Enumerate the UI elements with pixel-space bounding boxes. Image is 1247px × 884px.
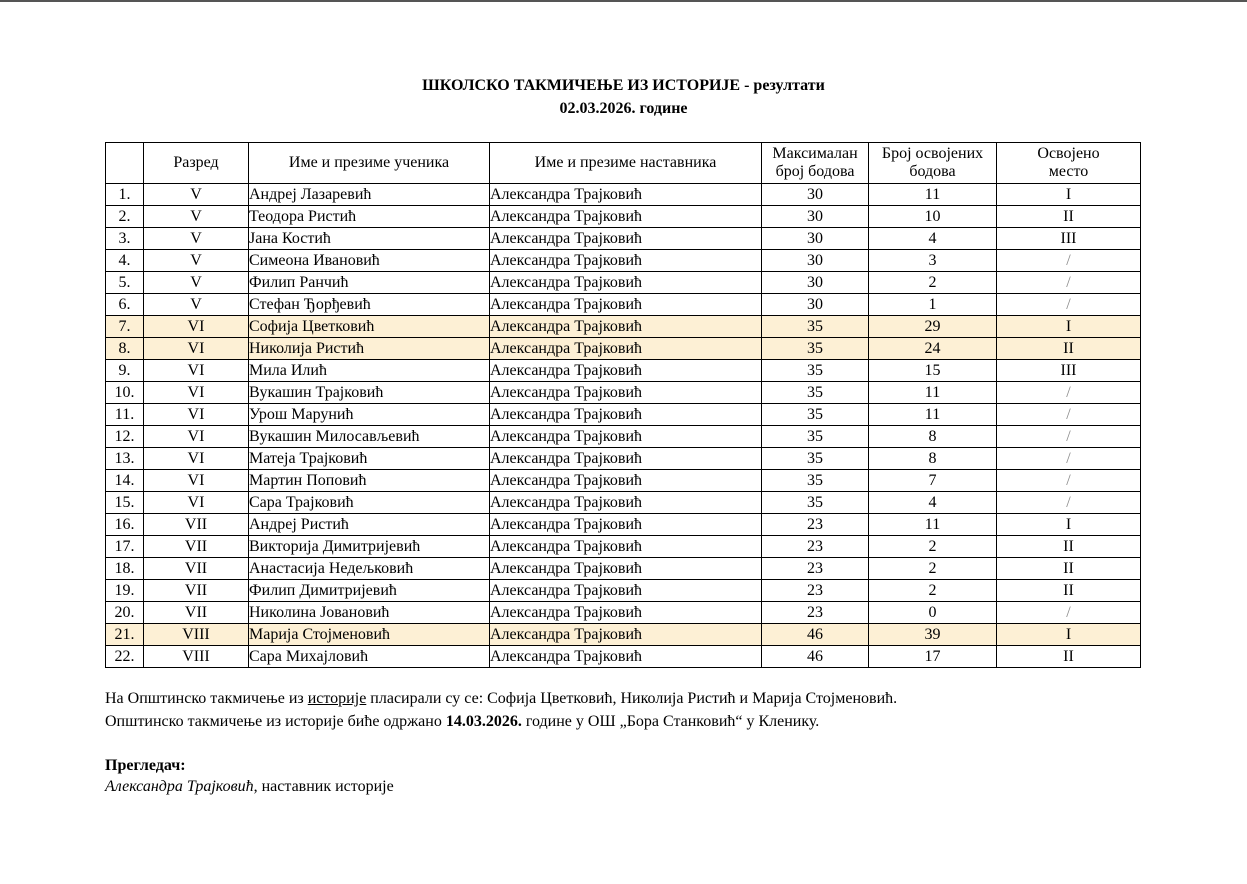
max-points-cell: 35 xyxy=(762,404,869,426)
points-cell: 17 xyxy=(869,646,997,668)
grade-cell: VI xyxy=(144,338,249,360)
student-cell: Викторија Димитријевић xyxy=(249,536,490,558)
grade-cell: VII xyxy=(144,580,249,602)
table-row xyxy=(106,250,1141,272)
row-number: 13. xyxy=(106,448,144,470)
header-teacher: Име и презиме наставника xyxy=(490,143,762,184)
max-points-cell: 30 xyxy=(762,250,869,272)
points-cell: 11 xyxy=(869,382,997,404)
max-points-cell: 23 xyxy=(762,536,869,558)
header-student: Име и презиме ученика xyxy=(249,143,490,184)
place-cell: II xyxy=(997,536,1141,558)
teacher-cell: Александра Трајковић xyxy=(490,624,762,646)
place-cell: / xyxy=(997,382,1141,404)
grade-cell: VI xyxy=(144,448,249,470)
grade-cell: VI xyxy=(144,404,249,426)
row-number: 12. xyxy=(106,426,144,448)
max-points-cell: 23 xyxy=(762,580,869,602)
table-row xyxy=(106,272,1141,294)
qualified-note xyxy=(105,690,897,708)
table-row xyxy=(106,514,1141,536)
place-cell: / xyxy=(997,426,1141,448)
place-cell: II xyxy=(997,580,1141,602)
points-cell: 15 xyxy=(869,360,997,382)
table-row xyxy=(106,360,1141,382)
points-cell: 10 xyxy=(869,206,997,228)
max-points-cell: 23 xyxy=(762,514,869,536)
row-number: 3. xyxy=(106,228,144,250)
table-row xyxy=(106,426,1141,448)
row-number: 19. xyxy=(106,580,144,602)
points-cell: 3 xyxy=(869,250,997,272)
reviewer-line xyxy=(105,778,394,796)
grade-cell: VI xyxy=(144,426,249,448)
student-cell: Мартин Поповић xyxy=(249,470,490,492)
max-points-cell: 35 xyxy=(762,316,869,338)
competition-note-post: године у ОШ „Бора Станковић“ у Кленику. xyxy=(521,713,820,730)
max-points-cell: 23 xyxy=(762,602,869,624)
qualified-note-underlined: историје xyxy=(307,690,367,707)
grade-cell: V xyxy=(144,206,249,228)
row-number: 22. xyxy=(106,646,144,668)
max-points-cell: 35 xyxy=(762,382,869,404)
teacher-cell: Александра Трајковић xyxy=(490,228,762,250)
student-cell: Јана Костић xyxy=(249,228,490,250)
table-row xyxy=(106,338,1141,360)
student-cell: Симеона Ивановић xyxy=(249,250,490,272)
teacher-cell: Александра Трајковић xyxy=(490,448,762,470)
header-place: Освојено место xyxy=(997,143,1141,184)
place-cell: II xyxy=(997,646,1141,668)
table-header-row xyxy=(106,143,1141,184)
max-points-cell: 30 xyxy=(762,294,869,316)
table-row xyxy=(106,580,1141,602)
teacher-cell: Александра Трајковић xyxy=(490,250,762,272)
place-cell: / xyxy=(997,404,1141,426)
place-cell: III xyxy=(997,360,1141,382)
points-cell: 8 xyxy=(869,426,997,448)
reviewer-label: Прегледач: xyxy=(105,757,186,774)
grade-cell: V xyxy=(144,272,249,294)
points-cell: 39 xyxy=(869,624,997,646)
student-cell: Филип Ранчић xyxy=(249,272,490,294)
grade-cell: VII xyxy=(144,514,249,536)
points-cell: 4 xyxy=(869,492,997,514)
row-number: 18. xyxy=(106,558,144,580)
grade-cell: V xyxy=(144,294,249,316)
teacher-cell: Александра Трајковић xyxy=(490,536,762,558)
grade-cell: V xyxy=(144,250,249,272)
points-cell: 1 xyxy=(869,294,997,316)
max-points-cell: 46 xyxy=(762,646,869,668)
header-points: Број освојених бодова xyxy=(869,143,997,184)
row-number: 20. xyxy=(106,602,144,624)
place-cell: / xyxy=(997,250,1141,272)
table-row xyxy=(106,536,1141,558)
student-cell: Матеја Трајковић xyxy=(249,448,490,470)
grade-cell: VII xyxy=(144,602,249,624)
results-table-body xyxy=(106,184,1141,668)
row-number: 11. xyxy=(106,404,144,426)
grade-cell: V xyxy=(144,184,249,206)
teacher-cell: Александра Трајковић xyxy=(490,360,762,382)
points-cell: 8 xyxy=(869,448,997,470)
place-cell: / xyxy=(997,492,1141,514)
teacher-cell: Александра Трајковић xyxy=(490,382,762,404)
teacher-cell: Александра Трајковић xyxy=(490,272,762,294)
student-cell: Сара Трајковић xyxy=(249,492,490,514)
points-cell: 0 xyxy=(869,602,997,624)
teacher-cell: Александра Трајковић xyxy=(490,206,762,228)
grade-cell: V xyxy=(144,228,249,250)
max-points-cell: 35 xyxy=(762,338,869,360)
teacher-cell: Александра Трајковић xyxy=(490,580,762,602)
place-cell: / xyxy=(997,448,1141,470)
student-cell: Вукашин Милосављевић xyxy=(249,426,490,448)
student-cell: Николина Јовановић xyxy=(249,602,490,624)
row-number: 17. xyxy=(106,536,144,558)
max-points-cell: 30 xyxy=(762,272,869,294)
max-points-cell: 30 xyxy=(762,228,869,250)
student-cell: Николија Ристић xyxy=(249,338,490,360)
table-row xyxy=(106,294,1141,316)
table-row xyxy=(106,646,1141,668)
reviewer-role: , наставник историје xyxy=(253,778,394,795)
table-row xyxy=(106,206,1141,228)
points-cell: 11 xyxy=(869,184,997,206)
table-row xyxy=(106,448,1141,470)
student-cell: Марија Стојменовић xyxy=(249,624,490,646)
teacher-cell: Александра Трајковић xyxy=(490,404,762,426)
teacher-cell: Александра Трајковић xyxy=(490,558,762,580)
row-number: 9. xyxy=(106,360,144,382)
row-number: 2. xyxy=(106,206,144,228)
place-cell: I xyxy=(997,316,1141,338)
header-number xyxy=(106,143,144,184)
points-cell: 24 xyxy=(869,338,997,360)
grade-cell: VIII xyxy=(144,646,249,668)
teacher-cell: Александра Трајковић xyxy=(490,338,762,360)
table-row xyxy=(106,316,1141,338)
max-points-cell: 35 xyxy=(762,426,869,448)
table-row xyxy=(106,404,1141,426)
student-cell: Сара Михајловић xyxy=(249,646,490,668)
teacher-cell: Александра Трајковић xyxy=(490,492,762,514)
table-row xyxy=(106,470,1141,492)
points-cell: 11 xyxy=(869,404,997,426)
table-row xyxy=(106,228,1141,250)
points-cell: 29 xyxy=(869,316,997,338)
qualified-note-pre: На Општинско такмичење из xyxy=(105,690,308,707)
row-number: 14. xyxy=(106,470,144,492)
row-number: 15. xyxy=(106,492,144,514)
max-points-cell: 35 xyxy=(762,360,869,382)
grade-cell: VI xyxy=(144,382,249,404)
row-number: 16. xyxy=(106,514,144,536)
row-number: 10. xyxy=(106,382,144,404)
reviewer-name: Александра Трајковић xyxy=(105,778,254,795)
max-points-cell: 35 xyxy=(762,448,869,470)
grade-cell: VI xyxy=(144,470,249,492)
points-cell: 2 xyxy=(869,272,997,294)
student-cell: Андреј Лазаревић xyxy=(249,184,490,206)
points-cell: 7 xyxy=(869,470,997,492)
qualified-note-post: пласирали су се: Софија Цветковић, Николија Ристић и Марија Стојменовић. xyxy=(366,690,898,707)
place-cell: III xyxy=(997,228,1141,250)
max-points-cell: 35 xyxy=(762,492,869,514)
place-cell: II xyxy=(997,206,1141,228)
teacher-cell: Александра Трајковић xyxy=(490,426,762,448)
teacher-cell: Александра Трајковић xyxy=(490,514,762,536)
points-cell: 2 xyxy=(869,580,997,602)
row-number: 5. xyxy=(106,272,144,294)
place-cell: I xyxy=(997,624,1141,646)
teacher-cell: Александра Трајковић xyxy=(490,470,762,492)
table-row xyxy=(106,382,1141,404)
grade-cell: VIII xyxy=(144,624,249,646)
table-row xyxy=(106,492,1141,514)
document-date: 02.03.2026. године xyxy=(559,100,688,117)
max-points-cell: 23 xyxy=(762,558,869,580)
row-number: 8. xyxy=(106,338,144,360)
student-cell: Филип Димитријевић xyxy=(249,580,490,602)
max-points-cell: 30 xyxy=(762,206,869,228)
student-cell: Андреј Ристић xyxy=(249,514,490,536)
place-cell: / xyxy=(997,272,1141,294)
place-cell: II xyxy=(997,558,1141,580)
competition-note-pre: Општинско такмичење из историје биће одржано xyxy=(105,713,446,730)
max-points-cell: 30 xyxy=(762,184,869,206)
table-row xyxy=(106,602,1141,624)
grade-cell: VI xyxy=(144,316,249,338)
place-cell: / xyxy=(997,470,1141,492)
place-cell: / xyxy=(997,294,1141,316)
max-points-cell: 46 xyxy=(762,624,869,646)
place-cell: II xyxy=(997,338,1141,360)
grade-cell: VII xyxy=(144,558,249,580)
place-cell: I xyxy=(997,184,1141,206)
row-number: 4. xyxy=(106,250,144,272)
points-cell: 11 xyxy=(869,514,997,536)
points-cell: 2 xyxy=(869,536,997,558)
table-row xyxy=(106,624,1141,646)
grade-cell: VII xyxy=(144,536,249,558)
row-number: 1. xyxy=(106,184,144,206)
row-number: 21. xyxy=(106,624,144,646)
grade-cell: VI xyxy=(144,360,249,382)
table-row xyxy=(106,184,1141,206)
results-table xyxy=(105,142,1141,668)
student-cell: Теодора Ристић xyxy=(249,206,490,228)
max-points-cell: 35 xyxy=(762,470,869,492)
grade-cell: VI xyxy=(144,492,249,514)
competition-note xyxy=(105,713,819,731)
student-cell: Урош Марунић xyxy=(249,404,490,426)
header-max-points: Максималан број бодова xyxy=(762,143,869,184)
points-cell: 2 xyxy=(869,558,997,580)
place-cell: / xyxy=(997,602,1141,624)
place-cell: I xyxy=(997,514,1141,536)
window-top-border xyxy=(0,0,1247,2)
student-cell: Мила Илић xyxy=(249,360,490,382)
teacher-cell: Александра Трајковић xyxy=(490,602,762,624)
student-cell: Стефан Ђорђевић xyxy=(249,294,490,316)
teacher-cell: Александра Трајковић xyxy=(490,316,762,338)
table-row xyxy=(106,558,1141,580)
points-cell: 4 xyxy=(869,228,997,250)
row-number: 6. xyxy=(106,294,144,316)
document-title: ШКОЛСКО ТАКМИЧЕЊЕ ИЗ ИСТОРИЈЕ - резултати xyxy=(422,77,825,94)
row-number: 7. xyxy=(106,316,144,338)
header-grade: Разред xyxy=(144,143,249,184)
teacher-cell: Александра Трајковић xyxy=(490,646,762,668)
competition-date: 14.03.2026. xyxy=(445,713,522,730)
student-cell: Вукашин Трајковић xyxy=(249,382,490,404)
teacher-cell: Александра Трајковић xyxy=(490,294,762,316)
student-cell: Софија Цветковић xyxy=(249,316,490,338)
student-cell: Анастасија Недељковић xyxy=(249,558,490,580)
teacher-cell: Александра Трајковић xyxy=(490,184,762,206)
